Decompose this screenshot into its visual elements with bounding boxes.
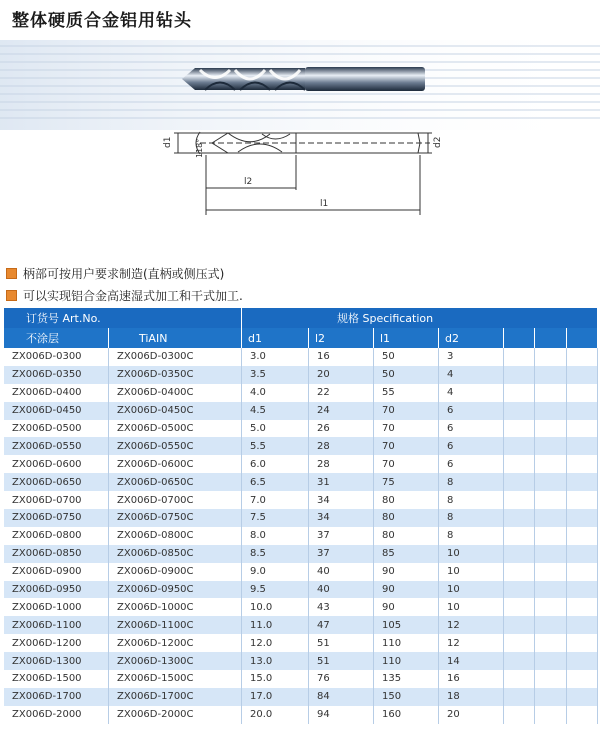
table-cell: ZX006D-0500C <box>109 420 242 438</box>
table-row <box>4 455 598 473</box>
table-cell-empty <box>566 348 597 366</box>
table-cell: 8.0 <box>242 527 309 545</box>
table-cell: ZX006D-0900 <box>4 563 109 581</box>
table-cell-empty <box>566 420 597 438</box>
table-cell: 13.0 <box>242 652 309 670</box>
col-empty <box>566 328 597 348</box>
table-cell: ZX006D-1500C <box>109 670 242 688</box>
table-row <box>4 581 598 599</box>
table-cell-empty <box>535 527 566 545</box>
table-cell-empty <box>566 366 597 384</box>
table-cell: 4 <box>439 384 504 402</box>
table-cell-empty <box>566 598 597 616</box>
table-cell-empty <box>504 634 535 652</box>
table-cell: ZX006D-0700 <box>4 491 109 509</box>
table-row <box>4 670 598 688</box>
table-cell: 4.5 <box>242 402 309 420</box>
table-cell: 10 <box>439 581 504 599</box>
table-row <box>4 634 598 652</box>
table-cell: 6 <box>439 437 504 455</box>
table-cell: ZX006D-0650C <box>109 473 242 491</box>
table-cell-empty <box>566 670 597 688</box>
table-cell: ZX006D-0800C <box>109 527 242 545</box>
table-cell-empty <box>535 473 566 491</box>
table-cell: 34 <box>309 491 374 509</box>
table-row <box>4 598 598 616</box>
table-cell: 80 <box>374 527 439 545</box>
table-cell-empty <box>535 491 566 509</box>
table-cell: 40 <box>309 563 374 581</box>
col-l1: l1 <box>374 328 439 348</box>
table-cell: 90 <box>374 598 439 616</box>
table-cell: ZX006D-0950C <box>109 581 242 599</box>
page-title: 整体硬质合金铝用钻头 <box>12 11 192 31</box>
table-cell: ZX006D-2000 <box>4 706 109 724</box>
table-cell: ZX006D-1100 <box>4 616 109 634</box>
table-cell: ZX006D-1200 <box>4 634 109 652</box>
table-cell: ZX006D-0300C <box>109 348 242 366</box>
table-cell: 37 <box>309 545 374 563</box>
table-cell: 51 <box>309 634 374 652</box>
table-cell: 24 <box>309 402 374 420</box>
table-cell: 40 <box>309 581 374 599</box>
table-cell: ZX006D-0450 <box>4 402 109 420</box>
table-cell: 70 <box>374 437 439 455</box>
table-cell-empty <box>504 581 535 599</box>
col-tialn: TiAIN <box>109 328 242 348</box>
table-cell: ZX006D-1300 <box>4 652 109 670</box>
table-cell: ZX006D-0500 <box>4 420 109 438</box>
table-cell: 37 <box>309 527 374 545</box>
table-cell-empty <box>504 688 535 706</box>
table-row <box>4 616 598 634</box>
table-cell: ZX006D-0400C <box>109 384 242 402</box>
table-cell: ZX006D-0550C <box>109 437 242 455</box>
table-cell-empty <box>566 688 597 706</box>
table-cell: 6.0 <box>242 455 309 473</box>
col-empty <box>535 328 566 348</box>
table-cell-empty <box>504 545 535 563</box>
table-cell: 50 <box>374 348 439 366</box>
table-cell-empty <box>566 545 597 563</box>
table-cell: ZX006D-0350 <box>4 366 109 384</box>
table-cell-empty <box>504 366 535 384</box>
table-cell: 18 <box>439 688 504 706</box>
spec-table <box>4 308 598 724</box>
table-cell: 6 <box>439 402 504 420</box>
table-cell-empty <box>535 670 566 688</box>
table-cell: 15.0 <box>242 670 309 688</box>
table-cell: 14 <box>439 652 504 670</box>
table-cell-empty <box>566 563 597 581</box>
table-cell: 17.0 <box>242 688 309 706</box>
table-cell: ZX006D-1500 <box>4 670 109 688</box>
table-cell: 10.0 <box>242 598 309 616</box>
table-cell-empty <box>535 688 566 706</box>
table-cell-empty <box>504 437 535 455</box>
table-cell: ZX006D-0850C <box>109 545 242 563</box>
table-cell-empty <box>535 545 566 563</box>
table-cell: 47 <box>309 616 374 634</box>
table-cell: ZX006D-1200C <box>109 634 242 652</box>
table-cell-empty <box>566 616 597 634</box>
feature-text: 可以实现铝合金高速湿式加工和干式加工. <box>23 288 243 303</box>
table-cell: 135 <box>374 670 439 688</box>
table-cell: 70 <box>374 420 439 438</box>
table-cell: 84 <box>309 688 374 706</box>
table-cell: 8 <box>439 491 504 509</box>
table-cell-empty <box>566 455 597 473</box>
table-cell-empty <box>535 634 566 652</box>
table-cell: 28 <box>309 455 374 473</box>
table-cell: 4 <box>439 366 504 384</box>
table-cell: 51 <box>309 652 374 670</box>
table-cell-empty <box>535 402 566 420</box>
table-cell: 90 <box>374 581 439 599</box>
table-cell: 150 <box>374 688 439 706</box>
table-cell-empty <box>504 527 535 545</box>
bullet-square-icon <box>6 268 17 279</box>
table-cell: 20 <box>309 366 374 384</box>
drill-photo <box>182 67 425 91</box>
feature-text: 柄部可按用户要求制造(直柄或侧压式) <box>23 266 225 281</box>
header-specification: 规格 Specification <box>242 308 598 328</box>
col-empty <box>504 328 535 348</box>
table-cell-empty <box>504 455 535 473</box>
table-cell-empty <box>535 509 566 527</box>
table-cell: 110 <box>374 652 439 670</box>
table-cell: ZX006D-1700 <box>4 688 109 706</box>
table-cell: 22 <box>309 384 374 402</box>
col-d1: d1 <box>242 328 309 348</box>
table-cell: 105 <box>374 616 439 634</box>
table-cell-empty <box>504 509 535 527</box>
table-cell: 76 <box>309 670 374 688</box>
table-row <box>4 688 598 706</box>
table-row <box>4 563 598 581</box>
table-cell-empty <box>535 437 566 455</box>
feature-list <box>6 262 243 306</box>
table-cell: 90 <box>374 563 439 581</box>
table-cell: ZX006D-0300 <box>4 348 109 366</box>
table-cell-empty <box>535 598 566 616</box>
table-cell-empty <box>566 581 597 599</box>
table-cell: 3 <box>439 348 504 366</box>
table-cell-empty <box>535 455 566 473</box>
table-cell: ZX006D-1700C <box>109 688 242 706</box>
table-cell: ZX006D-0600C <box>109 455 242 473</box>
table-cell-empty <box>566 491 597 509</box>
table-row <box>4 706 598 724</box>
table-cell: 6 <box>439 420 504 438</box>
col-l2: l2 <box>309 328 374 348</box>
table-cell: 9.0 <box>242 563 309 581</box>
table-cell: 70 <box>374 402 439 420</box>
table-cell: 20 <box>439 706 504 724</box>
table-row <box>4 545 598 563</box>
table-cell-empty <box>535 348 566 366</box>
d1-label: d1 <box>163 136 173 148</box>
table-cell-empty <box>535 384 566 402</box>
table-cell: 28 <box>309 437 374 455</box>
table-row <box>4 384 598 402</box>
l1-label: l1 <box>320 199 329 209</box>
table-cell-empty <box>504 348 535 366</box>
table-cell: ZX006D-0350C <box>109 366 242 384</box>
feature-item <box>6 262 243 284</box>
table-cell: 6 <box>439 455 504 473</box>
table-cell-empty <box>504 652 535 670</box>
table-cell: 8 <box>439 473 504 491</box>
table-cell: 85 <box>374 545 439 563</box>
table-cell: 50 <box>374 366 439 384</box>
table-cell: 12 <box>439 634 504 652</box>
table-cell: 10 <box>439 545 504 563</box>
table-cell: 8 <box>439 509 504 527</box>
table-cell: 26 <box>309 420 374 438</box>
table-row <box>4 473 598 491</box>
table-cell-empty <box>504 420 535 438</box>
col-d2: d2 <box>439 328 504 348</box>
table-cell: ZX006D-1100C <box>109 616 242 634</box>
table-row <box>4 366 598 384</box>
l2-label: l2 <box>244 177 253 187</box>
table-cell: 43 <box>309 598 374 616</box>
drill-illustration <box>0 40 600 250</box>
table-cell: 10 <box>439 598 504 616</box>
table-cell: 5.5 <box>242 437 309 455</box>
table-cell-empty <box>566 652 597 670</box>
d2-label: d2 <box>433 136 443 148</box>
col-uncoated: 不涂层 <box>4 328 109 348</box>
spec-table-body <box>4 348 598 724</box>
table-cell: ZX006D-0550 <box>4 437 109 455</box>
table-cell: 10 <box>439 563 504 581</box>
table-cell: 7.5 <box>242 509 309 527</box>
table-cell-empty <box>504 491 535 509</box>
feature-item <box>6 284 243 306</box>
table-cell-empty <box>504 706 535 724</box>
table-cell: 3.0 <box>242 348 309 366</box>
table-cell: ZX006D-0750 <box>4 509 109 527</box>
table-cell: 94 <box>309 706 374 724</box>
table-cell: 80 <box>374 491 439 509</box>
table-cell-empty <box>535 420 566 438</box>
table-cell-empty <box>566 437 597 455</box>
header-art-no: 订货号 Art.No. <box>4 308 242 328</box>
angle-label: 118° <box>195 138 204 158</box>
table-cell: 12 <box>439 616 504 634</box>
table-cell-empty <box>535 581 566 599</box>
table-cell-empty <box>504 670 535 688</box>
table-cell: ZX006D-0400 <box>4 384 109 402</box>
table-cell: 55 <box>374 384 439 402</box>
table-cell: 20.0 <box>242 706 309 724</box>
table-cell: 8.5 <box>242 545 309 563</box>
table-cell: 110 <box>374 634 439 652</box>
table-cell: 31 <box>309 473 374 491</box>
table-cell: 11.0 <box>242 616 309 634</box>
table-cell-empty <box>566 634 597 652</box>
table-cell: ZX006D-0700C <box>109 491 242 509</box>
table-row <box>4 527 598 545</box>
table-cell-empty <box>535 706 566 724</box>
table-cell-empty <box>566 473 597 491</box>
bullet-square-icon <box>6 290 17 301</box>
table-cell: 12.0 <box>242 634 309 652</box>
table-cell: ZX006D-0450C <box>109 402 242 420</box>
table-cell: ZX006D-0800 <box>4 527 109 545</box>
table-cell: 16 <box>439 670 504 688</box>
table-cell: ZX006D-1300C <box>109 652 242 670</box>
table-cell: 7.0 <box>242 491 309 509</box>
table-cell: 4.0 <box>242 384 309 402</box>
table-cell: 75 <box>374 473 439 491</box>
table-row <box>4 437 598 455</box>
table-cell: 6.5 <box>242 473 309 491</box>
table-cell-empty <box>504 473 535 491</box>
table-cell-empty <box>504 616 535 634</box>
table-row <box>4 402 598 420</box>
table-cell-empty <box>504 402 535 420</box>
table-cell: 70 <box>374 455 439 473</box>
table-cell: ZX006D-0900C <box>109 563 242 581</box>
table-cell: ZX006D-0650 <box>4 473 109 491</box>
table-cell: 34 <box>309 509 374 527</box>
table-cell-empty <box>566 527 597 545</box>
table-cell-empty <box>504 384 535 402</box>
table-cell: 8 <box>439 527 504 545</box>
table-cell: 16 <box>309 348 374 366</box>
table-cell: ZX006D-0850 <box>4 545 109 563</box>
table-cell: 3.5 <box>242 366 309 384</box>
table-row <box>4 348 598 366</box>
table-cell: 160 <box>374 706 439 724</box>
table-cell-empty <box>566 402 597 420</box>
table-cell: 5.0 <box>242 420 309 438</box>
table-cell-empty <box>535 366 566 384</box>
table-cell: ZX006D-0750C <box>109 509 242 527</box>
table-cell-empty <box>566 509 597 527</box>
table-row <box>4 509 598 527</box>
table-cell: 9.5 <box>242 581 309 599</box>
drill-drawing <box>174 132 432 215</box>
table-cell-empty <box>535 563 566 581</box>
table-cell-empty <box>504 563 535 581</box>
table-cell-empty <box>535 652 566 670</box>
table-cell: ZX006D-0950 <box>4 581 109 599</box>
table-cell-empty <box>504 598 535 616</box>
table-cell: ZX006D-1000 <box>4 598 109 616</box>
table-cell: 80 <box>374 509 439 527</box>
table-row <box>4 491 598 509</box>
table-cell-empty <box>566 706 597 724</box>
table-row <box>4 420 598 438</box>
table-row <box>4 652 598 670</box>
table-cell: ZX006D-1000C <box>109 598 242 616</box>
table-cell: ZX006D-0600 <box>4 455 109 473</box>
table-cell: ZX006D-2000C <box>109 706 242 724</box>
table-cell-empty <box>566 384 597 402</box>
table-cell-empty <box>535 616 566 634</box>
